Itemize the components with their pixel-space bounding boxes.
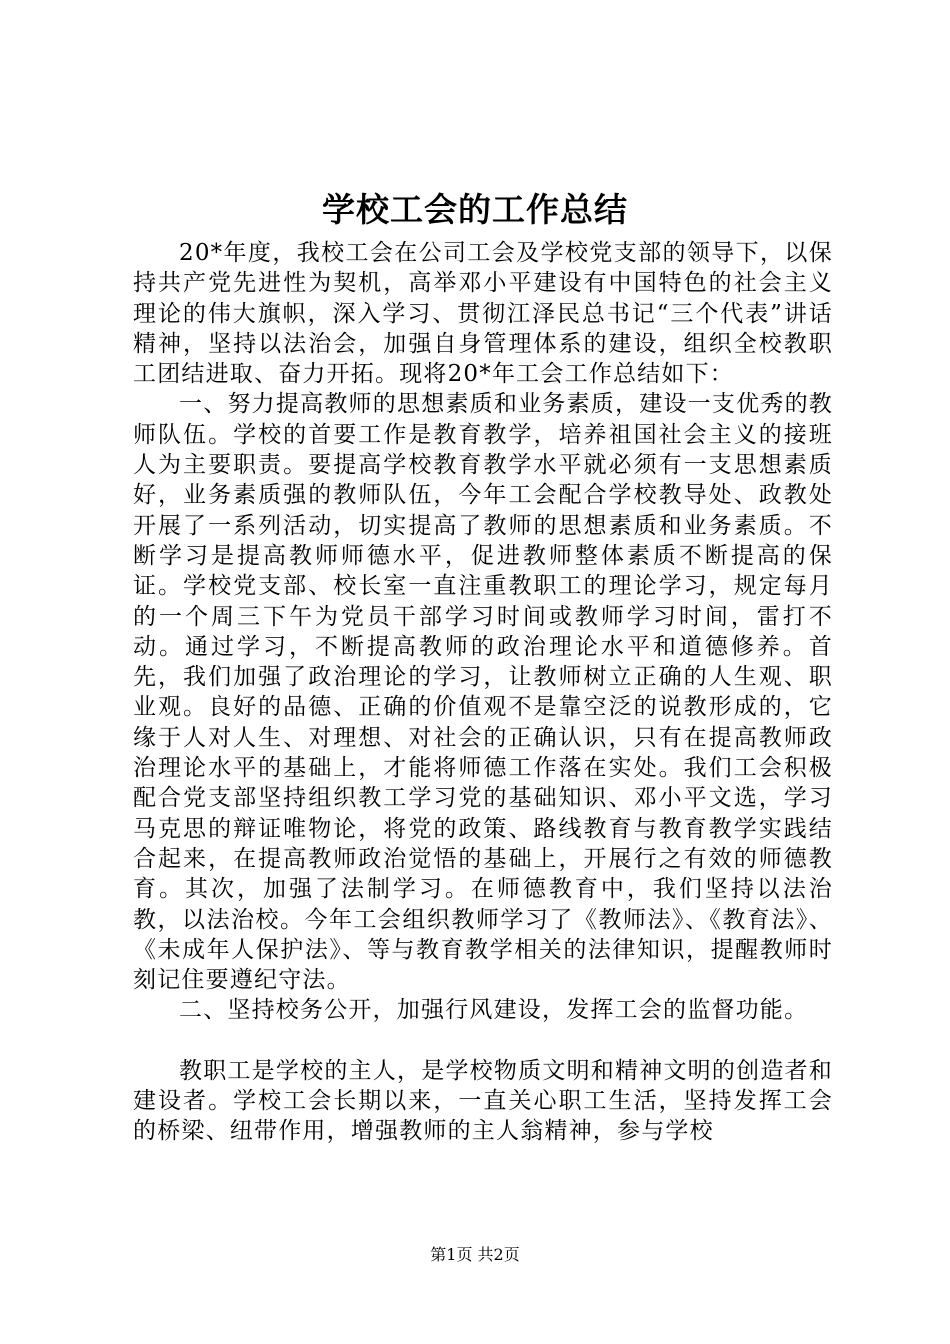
document-title: 学校工会的工作总结 bbox=[322, 190, 628, 229]
paragraph-section-2-heading: 二、坚持校务公开，加强行风建设，发挥工会的监督功能。 bbox=[179, 997, 809, 1024]
page-number-footer: 第1页 共2页 bbox=[430, 1245, 520, 1264]
document-body bbox=[133, 238, 833, 1147]
paragraph-intro: 20*年度，我校工会在公司工会及学校党支部的领导下，以保持共产党先进性为契机，高举邓小平建设有中国特色的社会主义理论的伟大旗帜，深入学习、贯彻江泽民总书记“三个代表”讲话精神，坚持以法治会，加强自身管理体系的建设，组织全校教职工团结进取、奋力开拓。现将20*年工会工作总结如下： bbox=[133, 240, 833, 388]
paragraph-gap bbox=[133, 1026, 833, 1056]
paragraph-section-1: 一、努力提高教师的思想素质和业务素质，建设一支优秀的教师队伍。学校的首要工作是教育教学，培养祖国社会主义的接班人为主要职责。要提高学校教育教学水平就必须有一支思想素质好，业务素质强的教师队伍，今年工会配合学校教导处、政教处开展了一系列活动，切实提高了教师的思想素质和业务素质。不断学习是提高教师师德水平，促进教师整体素质不断提高的保证。学校党支部、校长室一直注重教职工的理论学习，规定每月的一个周三下午为党员干部学习时间或教师学习时间，雷打不动。通过学习，不断提高教师的政治理论水平和道德修养。首先，我们加强了政治理论的学习，让教师树立正确的人生观、职业观。良好的品德、正确的价值观不是靠空泛的说教形成的，它缘于人对人生、对理想、对社会的正确认识，只有在提高教师政治理论水平的基础上，才能将师德工作落在实处。我们工会积极配合党支部坚持组织教工学习党的基础知识、邓小平文选，学习马克思的辩证唯物论，将党的政策、路线教育与教育教学实践结合起来，在提高教师政治觉悟的基础上，开展行之有效的师德教育。其次，加强了法制学习。在师德教育中，我们坚持以法治教，以法治校。今年工会组织教师学习了《教师法》、《教育法》、《未成年人保护法》、等与教育教学相关的法律知识，提醒教师时刻记住要遵纪守法。 bbox=[133, 391, 833, 994]
paragraph-section-2-body: 教职工是学校的主人，是学校物质文明和精神文明的创造者和建设者。学校工会长期以来，一直关心职工生活，坚持发挥工会的桥梁、纽带作用，增强教师的主人翁精神，参与学校 bbox=[133, 1057, 833, 1145]
